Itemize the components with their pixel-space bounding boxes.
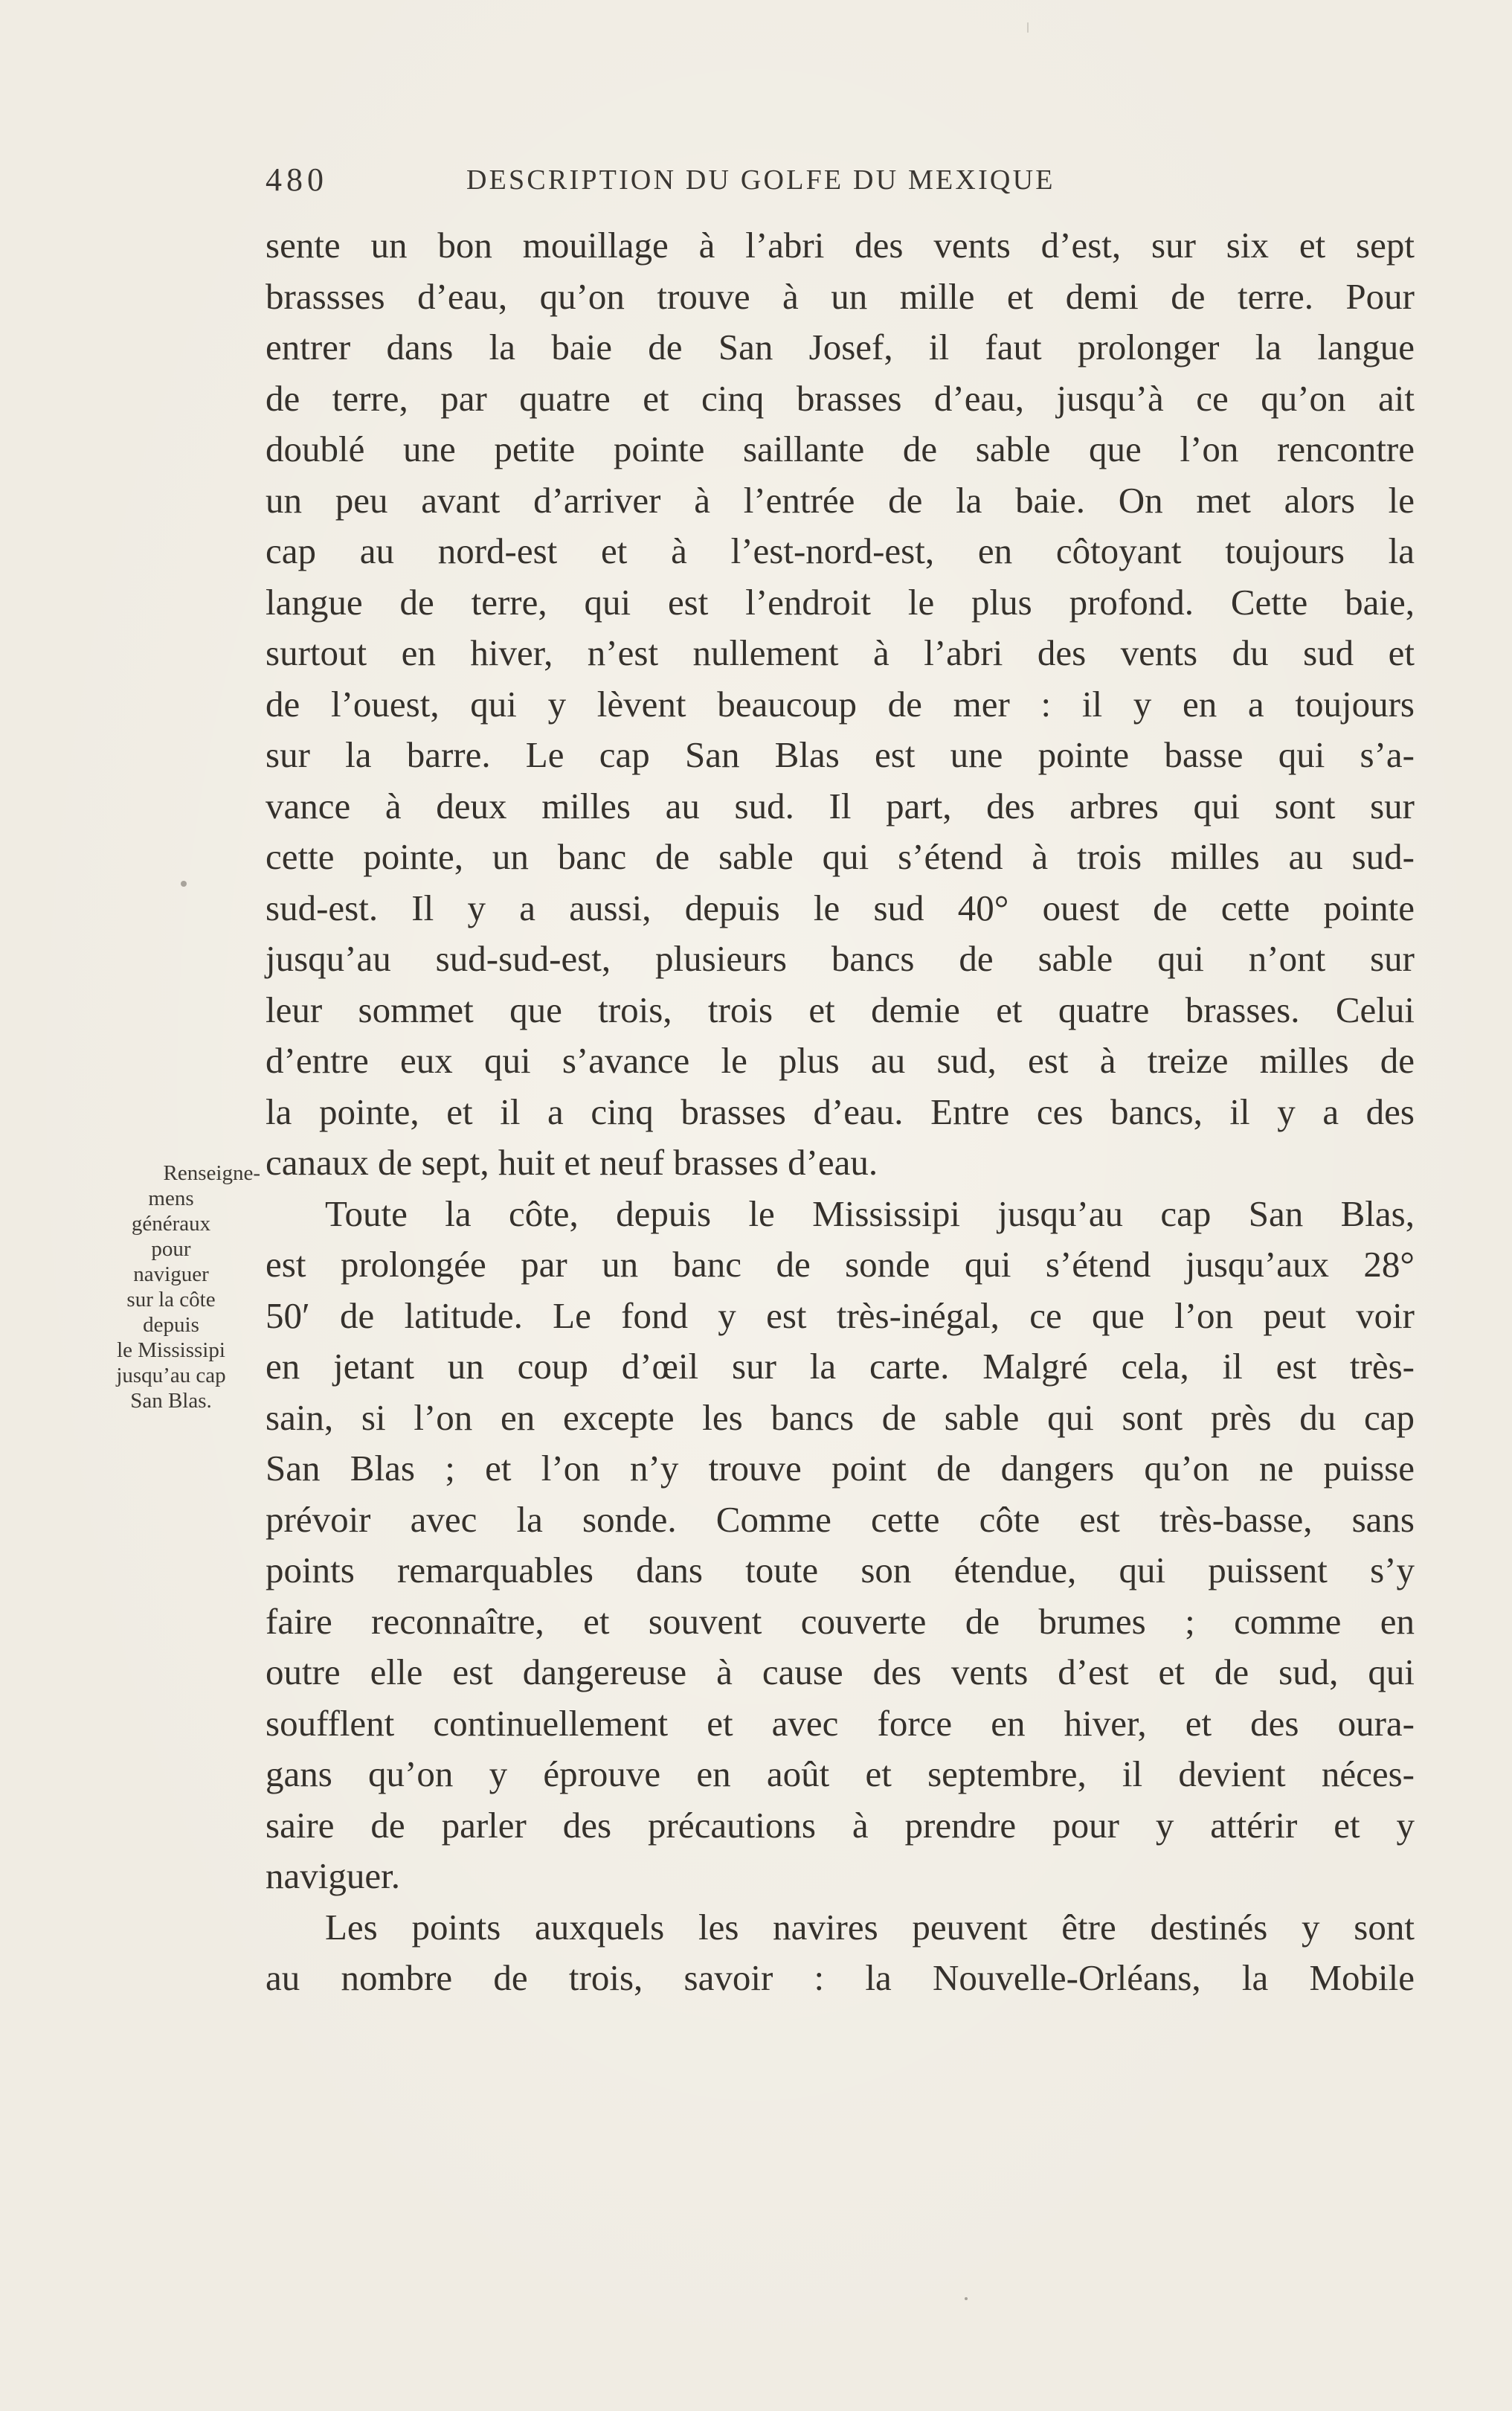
running-head xyxy=(266,161,1217,205)
body-line: 50′ de latitude. Le fond y est très-inégal, ce que l’on peut voir xyxy=(266,1294,1415,1336)
margin-note-line: naviguer xyxy=(133,1262,209,1286)
body-line: saire de parler des précautions à prendre pour y attérir et y xyxy=(266,1804,1415,1846)
body-line: un peu avant d’arriver à l’entrée de la baie. On met alors le xyxy=(266,479,1415,521)
body-line: prévoir avec la sonde. Comme cette côte est très-basse, sans xyxy=(266,1498,1415,1540)
body-line: de terre, par quatre et cinq brasses d’eau, jusqu’à ce qu’on ait xyxy=(266,377,1415,419)
paper-speck xyxy=(1027,22,1029,33)
margin-note-line: San Blas. xyxy=(130,1389,212,1413)
body-line: naviguer. xyxy=(266,1855,400,1896)
body-line: soufflent continuellement et avec force en hiver, et des oura- xyxy=(266,1702,1415,1744)
paper-speck xyxy=(181,881,187,887)
margin-note-line: le Mississipi xyxy=(117,1338,225,1362)
body-line: jusqu’au sud-sud-est, plusieurs bancs de sable qui n’ont sur xyxy=(266,938,1415,979)
margin-note-line: mens xyxy=(148,1187,194,1210)
body-line: points remarquables dans toute son étendue, qui puissent s’y xyxy=(266,1550,1415,1590)
margin-note-line: depuis xyxy=(143,1313,199,1337)
margin-note-line: jusqu’au cap xyxy=(116,1364,226,1387)
body-line: sud-est. Il y a aussi, depuis le sud 40° ouest de cette pointe xyxy=(266,887,1415,928)
body-line: sain, si l’on en excepte les bancs de sable qui sont près du cap xyxy=(266,1396,1415,1438)
body-line: doublé une petite pointe saillante de sable que l’on rencontre xyxy=(266,428,1415,469)
body-line: gans qu’on y éprouve en août et septembre, il devient néces- xyxy=(266,1753,1415,1794)
body-text xyxy=(266,220,1415,2004)
body-line: brassses d’eau, qu’on trouve à un mille et demi de terre. Pour xyxy=(266,275,1415,317)
body-line: leur sommet que trois, trois et demie et quatre brasses. Celui xyxy=(266,989,1415,1030)
paragraph-start-line: Les points auxquels les navires peuvent être destinés y sont xyxy=(325,1906,1415,1948)
body-line: est prolongée par un banc de sonde qui s’étend jusqu’aux 28° xyxy=(266,1244,1415,1285)
margin-note-line: Renseigne- xyxy=(163,1161,260,1185)
body-line: entrer dans la baie de San Josef, il faut prolonger la langue xyxy=(266,327,1415,367)
margin-note-line: généraux xyxy=(131,1212,211,1236)
body-line: sente un bon mouillage à l’abri des vents d’est, sur six et sept xyxy=(266,225,1415,266)
body-line: au nombre de trois, savoir : la Nouvelle-Orléans, la Mobile xyxy=(266,1957,1415,1998)
margin-note-line: sur la côte xyxy=(126,1288,216,1312)
body-line: de l’ouest, qui y lèvent beaucoup de mer : il y en a toujours xyxy=(266,683,1415,725)
running-title: DESCRIPTION DU GOLFE DU MEXIQUE xyxy=(466,164,1055,196)
page-number: 480 xyxy=(266,161,328,198)
body-line: San Blas ; et l’on n’y trouve point de dangers qu’on ne puisse xyxy=(266,1448,1415,1489)
body-line: la pointe, et il a cinq brasses d’eau. Entre ces bancs, il y a des xyxy=(266,1091,1415,1132)
body-line: cette pointe, un banc de sable qui s’étend à trois milles au sud- xyxy=(266,836,1415,877)
body-line: vance à deux milles au sud. Il part, des arbres qui sont sur xyxy=(266,785,1415,826)
paragraph-start-line: Toute la côte, depuis le Mississipi jusqu’au cap San Blas, xyxy=(325,1192,1415,1234)
body-line: cap au nord-est et à l’est-nord-est, en côtoyant toujours la xyxy=(266,530,1415,571)
body-line: d’entre eux qui s’avance le plus au sud, est à treize milles de xyxy=(266,1040,1415,1081)
body-line: outre elle est dangereuse à cause des vents d’est et de sud, qui xyxy=(266,1651,1415,1692)
body-line: surtout en hiver, n’est nullement à l’abri des vents du sud et xyxy=(266,632,1415,673)
body-line: canaux de sept, huit et neuf brasses d’eau. xyxy=(266,1142,878,1183)
margin-note xyxy=(82,1160,260,1413)
body-line: sur la barre. Le cap San Blas est une pointe basse qui s’a- xyxy=(266,734,1415,775)
paper-speck xyxy=(965,2297,968,2300)
body-line: en jetant un coup d’œil sur la carte. Malgré cela, il est très- xyxy=(266,1346,1415,1387)
margin-note-line: pour xyxy=(151,1237,191,1261)
body-line: langue de terre, qui est l’endroit le plus profond. Cette baie, xyxy=(266,581,1415,623)
body-line: faire reconnaître, et souvent couverte de brumes ; comme en xyxy=(266,1600,1415,1642)
